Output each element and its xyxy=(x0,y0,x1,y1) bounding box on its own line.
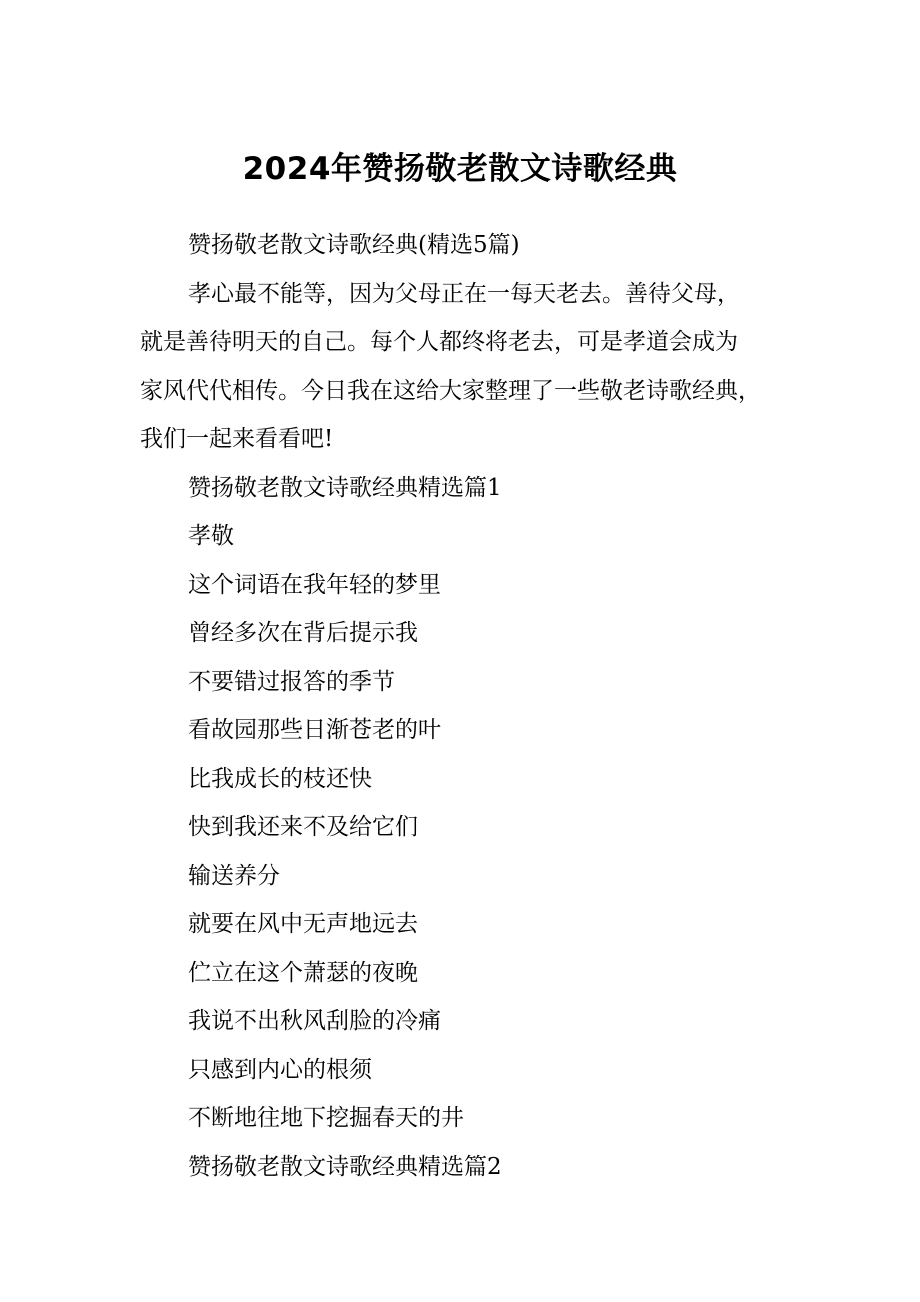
poem-line: 只感到内心的根须 xyxy=(188,1056,372,1083)
poem-line: 曾经多次在背后提示我 xyxy=(188,620,418,646)
poem-line: 不断地往地下挖掘春天的井 xyxy=(188,1105,464,1131)
document-body xyxy=(140,221,780,1191)
document-subtitle: 赞扬敬老散文诗歌经典(精选5篇) xyxy=(188,232,520,258)
intro-line: 家风代代相传。今日我在这给大家整理了一些敬老诗歌经典， xyxy=(140,377,761,404)
poem-line: 就要在风中无声地远去 xyxy=(188,911,418,937)
intro-line: 我们一起来看看吧! xyxy=(140,426,334,452)
intro-line: 就是善待明天的自己。每个人都终将老去，可是孝道会成为 xyxy=(140,329,738,355)
poem-line: 快到我还来不及给它们 xyxy=(188,814,418,840)
poem-line: 伫立在这个萧瑟的夜晚 xyxy=(188,959,418,986)
section-heading-2: 赞扬敬老散文诗歌经典精选篇2 xyxy=(188,1153,502,1180)
intro-line: 孝心最不能等，因为父母正在一每天老去。善待父母， xyxy=(188,280,740,307)
poem-line: 孝敬 xyxy=(188,523,234,549)
section-heading-1: 赞扬敬老散文诗歌经典精选篇1 xyxy=(188,474,502,501)
document-title: 2024年赞扬敬老散文诗歌经典 xyxy=(242,151,678,187)
poem-line: 比我成长的枝还快 xyxy=(188,765,372,792)
intro-paragraph xyxy=(140,270,780,464)
poem-line: 看故园那些日渐苍老的叶 xyxy=(188,717,441,743)
poem-line: 这个词语在我年轻的梦里 xyxy=(188,571,441,598)
poem-line: 不要错过报答的季节 xyxy=(188,668,395,695)
poem-line: 我说不出秋风刮脸的冷痛 xyxy=(188,1008,441,1034)
poem-line: 输送养分 xyxy=(188,862,280,889)
